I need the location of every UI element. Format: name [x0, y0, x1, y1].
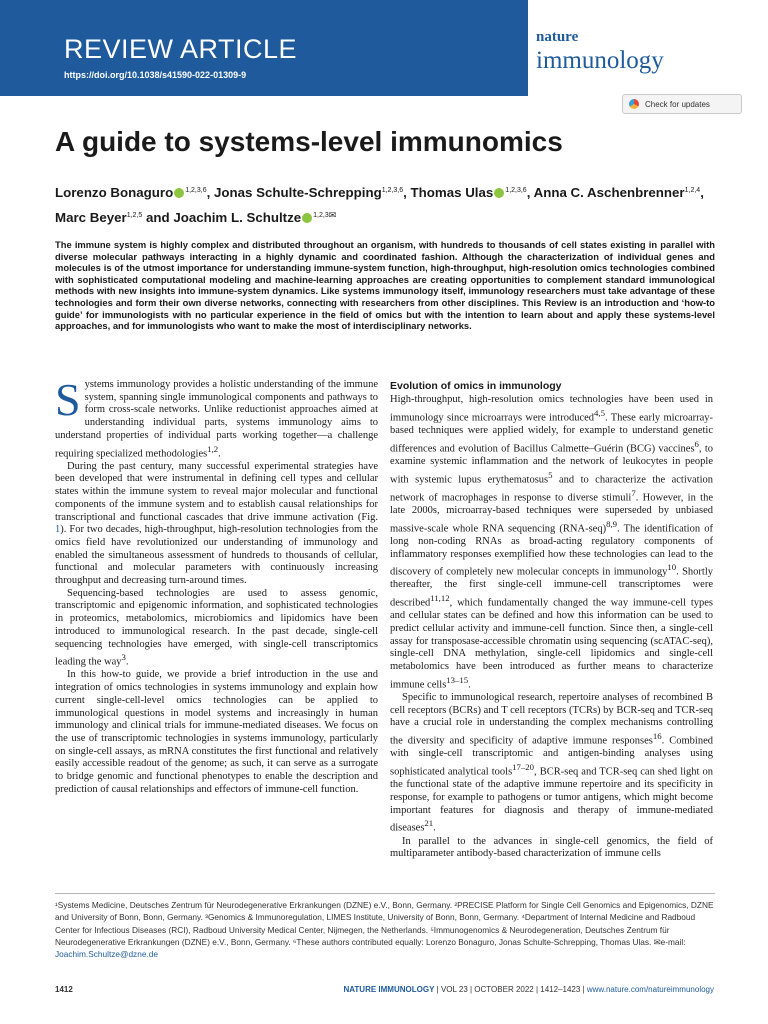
- crossmark-icon: [629, 99, 639, 109]
- reference-link[interactable]: 8,9: [606, 518, 618, 529]
- orcid-icon[interactable]: [174, 188, 184, 198]
- reference-link[interactable]: 10: [667, 562, 677, 573]
- author-affiliation-sup: 1,2,5: [126, 212, 143, 219]
- reference-link[interactable]: 6: [694, 438, 699, 449]
- author-name[interactable]: Lorenzo Bonaguro: [55, 185, 174, 200]
- reference-link[interactable]: 5: [548, 469, 553, 480]
- doi-link[interactable]: https://doi.org/10.1038/s41590-022-01309-9: [64, 70, 247, 80]
- journal-name: NATURE IMMUNOLOGY: [343, 985, 435, 994]
- article-title: A guide to systems-level immunomics: [55, 126, 563, 157]
- author-name[interactable]: Anna C. Aschenbrenner: [533, 185, 685, 200]
- email-envelope-icon[interactable]: ✉: [328, 210, 337, 220]
- drop-cap: S: [55, 374, 81, 425]
- reference-link[interactable]: 16: [652, 731, 662, 742]
- reference-link[interactable]: 17–20: [512, 762, 535, 773]
- figure-link[interactable]: 1: [55, 524, 61, 536]
- reference-link[interactable]: 13–15: [446, 674, 469, 685]
- section-heading: Evolution of omics in immunology: [390, 380, 562, 392]
- body-column-right: [390, 379, 713, 861]
- body-paragraph: High-throughput, high-resolution omics technologies have been used in immunology since microarrays were introduced$^{4,5}$. These early microarray-based techniques were applied widely, for example to understand genetic differences and evolution of Bacillus Calmette–Guérin (BCG) vaccines$^6$, to examine systemic inflammation and the network of leukocytes in people with systemic lupus erythematosus$^5$ and to characterize the activation network of macrophages in response to diverse stimuli$^7$. However, in the late 2000s, microarray-based techniques were superseded by unbiased massive-scale whole RNA sequencing $(RNA-seq)^{8,9}$. The identification of long non-coding RNAs as broad-acting regulatory components of inflammatory responses exemplified how these technologies can lead to the discovery of completely new molecular concepts in immunology$^{10}$. Shortly thereafter, the first single-cell immune-cell transcriptomes were described$^{11,12}$, which fundamentally changed the way immune-cell types and cellular states can be defined and how this information can be used to predict cellular activity and immune-cell function. Since then, a single-cell assay for transposase-accessible chromatin using sequencing (scATAC-seq), single-cell DNA methylation, single-cell lipidomics and single-cell metabolomics have been introduced as further means to characterize immune cells$^{13-15}$.: [390, 394, 714, 691]
- reference-link[interactable]: 3: [121, 652, 126, 663]
- author-affiliation-sup: 1,2,3,6: [505, 187, 527, 194]
- body-paragraph: In parallel to the advances in single-cell genomics, the field of multiparameter antibody-based characterization of immune cells: [390, 835, 713, 860]
- journal-url-link[interactable]: www.nature.com/natureimmunology: [586, 985, 714, 994]
- author-affiliation-sup: 1,2,4: [684, 187, 701, 194]
- footnote-divider: [55, 893, 715, 894]
- author-list: Lorenzo Bonaguro $^{1,2,3,6}$, Jonas Schulte-Schrepping$^{1,2,3,6}$, Thomas Ulas $^{1,2,3,6}$, Anna C. Aschenbrenner$^{1,2,4}$, Marc Beyer$^{1,2,5}$ and Joachim L. Schultze $^{1,2,3✉}$: [55, 185, 704, 225]
- body-column-left: [55, 374, 378, 797]
- reference-link[interactable]: 4,5: [594, 407, 605, 418]
- reference-link[interactable]: 21: [424, 818, 434, 829]
- body-paragraph: Systems immunology provides a holistic understanding of the immune system, spanning single immunological components and pathways to form cross-scale networks. Unlike reductionist approaches aimed at understanding individual parts, systems immunology aims to understand properties of individual parts working together—a challenge requiring specialized methodologies$^{1,2}$.: [55, 374, 378, 460]
- reference-link[interactable]: 11,12: [430, 593, 450, 604]
- author-name[interactable]: Thomas Ulas: [410, 185, 494, 200]
- author-name[interactable]: Joachim L. Schultze: [173, 210, 302, 225]
- journal-footer: [343, 985, 714, 994]
- author-affiliation-sup: 1,2,3: [313, 212, 329, 219]
- body-paragraph: During the past century, many successful experimental strategies have been developed that were instrumental in defining cell types and cellular states within the immune system to reveal major molecular and functional components of the immune system and to establish causal relationships for transcriptional and functional cascades that drive immune activation (Fig. 1). For two decades, high-throughput, high-resolution technologies from the omics field have revolutionized our understanding of immunology and enabled the simultaneous assessment of hundreds to thousands of cellular, functional and molecular parameters with continuously increasing throughput and decreasing turn-around times.: [55, 460, 378, 587]
- check-for-updates-button[interactable]: [622, 94, 742, 114]
- journal-logo-nature[interactable]: nature: [536, 29, 579, 45]
- journal-logo-immunology[interactable]: immunology: [536, 47, 664, 74]
- issue-info: | VOL 23 | OCTOBER 2022 | 1412–1423 |: [434, 985, 587, 994]
- author-email-link[interactable]: Joachim.Schultze@dzne.de: [55, 949, 158, 960]
- body-paragraph: In this how-to guide, we provide a brief introduction in the use and integration of omics technologies in systems immunology and explain how current single-cell-level omics technologies can be applied to immunological questions in model systems and increasingly in human immunology and clinical trials for immune-mediated diseases. We focus on the use of transcriptomic technologies in systems immunology, particularly on single-cell assays, as mRNA constitutes the first functional and relatively easily accessible readout of the genome; as such, it can serve as a surrogate to bridge genomic and functional phenotypes to enable the description and prediction of causal relationships and effectors of immune-cell function.: [55, 669, 378, 795]
- author-name[interactable]: Jonas Schulte-Schrepping: [214, 185, 382, 200]
- article-type-label: REVIEW ARTICLE: [64, 34, 298, 64]
- abstract: The immune system is highly complex and distributed throughout an organism, with hundreds to thousands of cell states existing in parallel with diverse molecular pathways interacting in a highly dynamic and coordinated fashion. Although the characterization of individual genes and molecules is of the utmost importance for understanding immune-system function, high-throughput, high-resolution omics technologies combined with sophisticated computational modeling and machine-learning approaches are creating opportunities to complement standard immunological methods with new insights into immune-system dynamics. Like systems immunology itself, immunology researchers must take advantage of these technologies and form their own diverse networks, connecting with researchers from other disciplines. This Review is an introduction and ‘how-to guide’ for immunologists with no particular experience in the field of omics but with the intention to learn about and apply these systems-level approaches, and for immunologists who want to make the most of interdisciplinary networks.: [55, 239, 715, 332]
- journal-logo-box: [528, 0, 768, 124]
- author-affiliation-sup: 1,2,3,6: [381, 187, 404, 194]
- body-paragraph: Specific to immunological research, repertoire analyses of recombined B cell receptors (BCRs) and T cell receptors (TCRs) by BCR-seq and TCR-seq have a crucial role in understanding the complex mechanisms controlling the diversity and specificity of adaptive immune responses$^{16}$. Combined with single-cell transcriptomic and antigen-binding analyses using sophisticated analytical tools$^{17-20}$, BCR-seq and TCR-seq can shed light on the functional state of the adaptive immune repertoire and its specificity in response, for example to pathogens or tumor antigens, which might become important features for diagnosis and therapy of immune-mediated diseases$^{21}$.: [390, 692, 713, 834]
- reference-link[interactable]: 7: [631, 487, 636, 498]
- author-affiliation-sup: 1,2,3,6: [185, 187, 207, 194]
- check-for-updates-label: Check for updates: [645, 99, 710, 109]
- page-number: 1412: [55, 985, 73, 994]
- reference-link[interactable]: 1,2: [207, 443, 219, 454]
- body-paragraph: Sequencing-based technologies are used to assess genomic, transcriptomic and epigenomic information, and sophisticated technologies in proteomics, metabolomics, microbiomics and lipidomics have been introduced to immunological research. In the past decade, single-cell sequencing technologies have emerged, with single-cell transcriptomics leading the way$^3$.: [55, 587, 378, 668]
- orcid-icon[interactable]: [302, 213, 312, 223]
- author-name[interactable]: Marc Beyer: [55, 210, 127, 225]
- affiliations: ¹Systems Medicine, Deutsches Zentrum für Neurodegenerative Erkrankungen (DZNE) e.V., Bonn, Germany. ²PRECISE Platform for Single Cell Genomics and Epigenomics, DZNE and University of Bonn, Bonn, Germany. ³Genomics & Immunoregulation, LIMES Institute, University of Bonn, Bonn, Germany. ⁴Department of Internal Medicine and Radboud Center for Infectious Diseases (RCI), Radboud University Medical Center, Nijmegen, the Netherlands. ⁵Immunogenomics & Neurodegeneration, Deutsches Zentrum für Neurodegenerative Erkrankungen (DZNE) e.V., Bonn, Germany. ⁶These authors contributed equally: Lorenzo Bonaguro, Jonas Schulte-Schrepping, Thomas Ulas. ✉e-mail: Joachim.Schultze@dzne.de: [55, 900, 714, 960]
- orcid-icon[interactable]: [494, 188, 504, 198]
